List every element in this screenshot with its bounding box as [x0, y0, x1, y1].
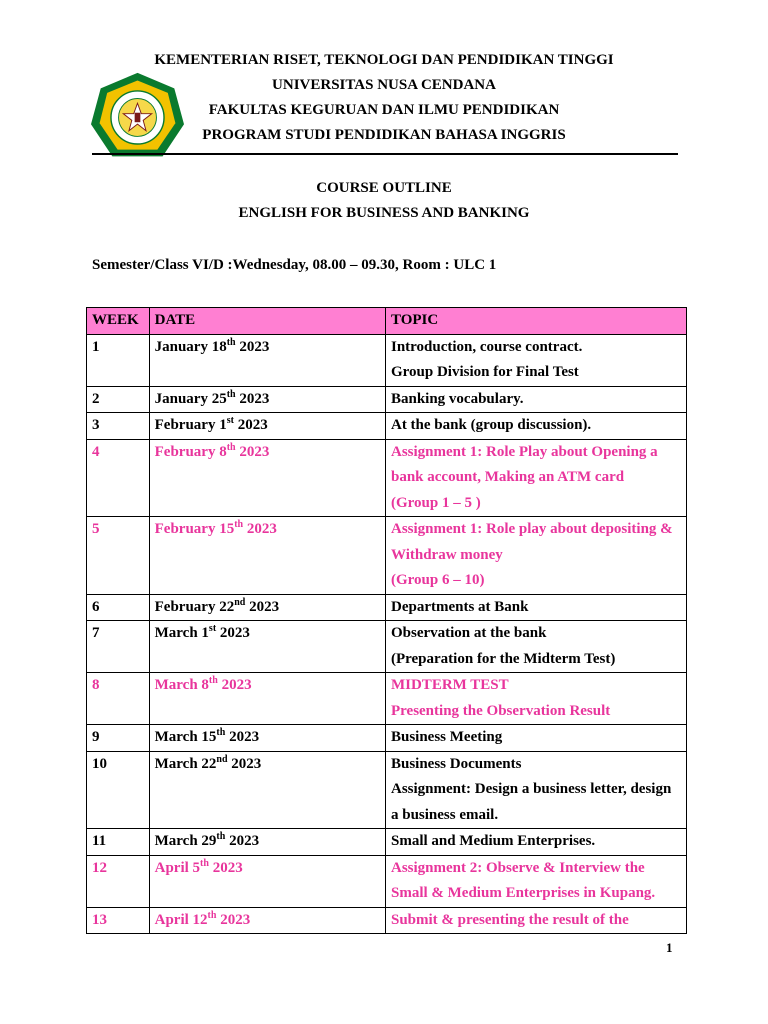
date-year: 2023 [225, 729, 260, 745]
date-ordinal-suffix: th [234, 519, 244, 530]
topic-cell [385, 725, 686, 752]
date-year: 2023 [245, 598, 280, 615]
week-cell: 7 [87, 621, 150, 673]
topic-line: Business Documents [390, 755, 522, 772]
date-ordinal-suffix: st [226, 415, 234, 426]
header-divider [92, 153, 678, 155]
topic-line: Banking vocabulary. [390, 390, 524, 407]
topic-cell [385, 751, 686, 829]
topic-line: (Group 1 – 5 ) [390, 494, 481, 511]
table-row [87, 594, 687, 621]
date-text: February 1 [154, 417, 227, 433]
date-text: February 8 [154, 443, 227, 460]
topic-line: Presenting the Observation Result [390, 702, 611, 719]
topic-cell [385, 673, 686, 725]
week-cell: 6 [87, 594, 150, 621]
week-cell: 2 [87, 386, 150, 413]
date-cell [149, 594, 385, 621]
topic-line: Group Division for Final Test [390, 364, 579, 380]
table-row [87, 725, 687, 752]
table-row [87, 517, 687, 595]
column-header-topic: TOPIC [385, 308, 686, 335]
date-ordinal-suffix: th [216, 831, 226, 842]
date-ordinal-suffix: th [226, 388, 236, 400]
week-cell: 1 [87, 334, 150, 386]
date-ordinal-suffix: nd [234, 596, 246, 608]
table-row [87, 439, 687, 517]
table-row [87, 386, 687, 413]
course-schedule-table [86, 307, 687, 934]
date-cell [149, 439, 385, 517]
date-text: January 18 [154, 338, 227, 355]
date-year: 2023 [227, 755, 262, 772]
topic-line: MIDTERM TEST [390, 677, 509, 693]
study-program-name: PROGRAM STUDI PENDIDIKAN BAHASA INGGRIS [202, 127, 566, 143]
topic-line: Departments at Bank [390, 598, 529, 615]
date-ordinal-suffix: th [226, 336, 236, 348]
date-text: April 5 [154, 859, 201, 876]
table-row [87, 829, 687, 856]
topic-cell [385, 439, 686, 517]
topic-cell [385, 829, 686, 856]
date-cell [149, 829, 385, 856]
date-text: January 25 [154, 390, 227, 407]
topic-cell [385, 855, 686, 907]
topic-line: (Preparation for the Midterm Test) [390, 650, 616, 667]
date-text: February 15 [154, 521, 235, 537]
topic-cell [385, 907, 686, 934]
topic-line: Assignment 2: Observe & Interview the Small & Medium Enterprises in Kupang. [390, 859, 656, 901]
table-row [87, 673, 687, 725]
date-ordinal-suffix: nd [216, 753, 228, 765]
date-ordinal-suffix: st [208, 623, 217, 634]
date-text: March 8 [154, 677, 209, 693]
column-header-week: WEEK [87, 308, 150, 335]
week-cell: 8 [87, 673, 150, 725]
week-cell: 4 [87, 439, 150, 517]
table-row [87, 334, 687, 386]
topic-cell [385, 517, 686, 595]
date-cell [149, 517, 385, 595]
date-text: February 22 [154, 598, 235, 615]
date-text: April 12 [154, 911, 208, 928]
topic-line: (Group 6 – 10) [390, 572, 485, 588]
column-header-date: DATE [149, 308, 385, 335]
date-text: March 29 [154, 833, 217, 849]
topic-cell [385, 386, 686, 413]
table-row [87, 907, 687, 934]
topic-cell [385, 621, 686, 673]
date-ordinal-suffix: th [208, 675, 218, 686]
date-cell [149, 621, 385, 673]
date-cell [149, 673, 385, 725]
university-name: UNIVERSITAS NUSA CENDANA [272, 77, 496, 93]
topic-line: Introduction, course contract. [390, 338, 583, 355]
date-year: 2023 [216, 911, 251, 928]
topic-line: Business Meeting [390, 729, 503, 745]
topic-line: At the bank (group discussion). [390, 417, 592, 433]
week-cell: 10 [87, 751, 150, 829]
faculty-name: FAKULTAS KEGURUAN DAN ILMU PENDIDIKAN [208, 102, 560, 118]
table-row [87, 855, 687, 907]
topic-line: Submit & presenting the result of the [390, 911, 629, 928]
date-year: 2023 [243, 521, 277, 537]
date-year: 2023 [233, 417, 268, 433]
date-year: 2023 [235, 390, 270, 407]
page-number: 1 [666, 940, 673, 955]
date-ordinal-suffix: th [226, 441, 236, 453]
topic-line: Small and Medium Enterprises. [390, 833, 596, 849]
date-ordinal-suffix: th [200, 857, 209, 869]
topic-cell [385, 413, 686, 440]
week-cell: 12 [87, 855, 150, 907]
topic-line: Assignment 1: Role Play about Opening a bank account, Making an ATM card [390, 443, 658, 485]
week-cell: 13 [87, 907, 150, 934]
date-text: March 22 [154, 755, 217, 772]
date-year: 2023 [225, 833, 260, 849]
week-cell: 11 [87, 829, 150, 856]
document-title: COURSE OUTLINE [316, 180, 452, 196]
date-text: March 1 [154, 625, 209, 641]
week-cell: 5 [87, 517, 150, 595]
course-name: ENGLISH FOR BUSINESS AND BANKING [238, 205, 530, 221]
date-cell [149, 751, 385, 829]
topic-line: Assignment 1: Role play about depositing & Withdraw money [390, 521, 673, 563]
date-cell [149, 907, 385, 934]
topic-cell [385, 594, 686, 621]
date-year: 2023 [217, 677, 252, 693]
week-cell: 3 [87, 413, 150, 440]
date-cell [149, 725, 385, 752]
date-ordinal-suffix: th [207, 909, 217, 921]
date-year: 2023 [216, 625, 250, 641]
date-year: 2023 [235, 443, 270, 460]
ministry-name: KEMENTERIAN RISET, TEKNOLOGI DAN PENDIDIKAN TINGGI [154, 52, 614, 68]
topic-cell [385, 334, 686, 386]
date-year: 2023 [208, 859, 243, 876]
date-cell [149, 386, 385, 413]
date-text: March 15 [154, 729, 217, 745]
date-cell [149, 413, 385, 440]
topic-line: Assignment: Design a business letter, design a business email. [390, 781, 672, 823]
date-year: 2023 [235, 338, 270, 355]
date-cell [149, 855, 385, 907]
table-row [87, 751, 687, 829]
date-cell [149, 334, 385, 386]
table-header-row [87, 308, 687, 335]
semester-info: Semester/Class VI/D :Wednesday, 08.00 – 09.30, Room : ULC 1 [92, 257, 497, 273]
date-ordinal-suffix: th [216, 727, 226, 738]
topic-line: Observation at the bank [390, 625, 547, 641]
university-logo [90, 72, 185, 162]
week-cell: 9 [87, 725, 150, 752]
table-row [87, 621, 687, 673]
table-row [87, 413, 687, 440]
